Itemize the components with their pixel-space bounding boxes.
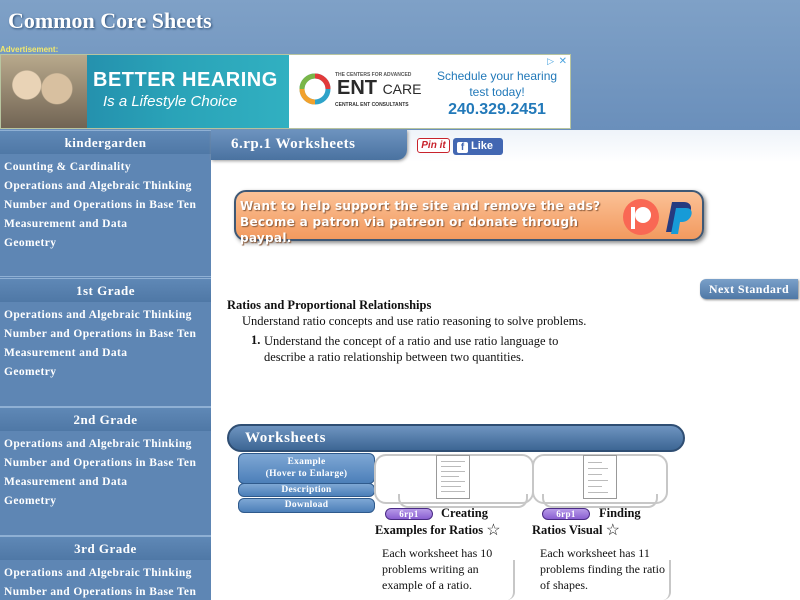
sidebar-item[interactable]: Measurement and Data — [4, 476, 128, 488]
sidebar-divider — [0, 276, 211, 277]
ad-couple-photo[interactable] — [1, 55, 87, 129]
support-text — [240, 198, 620, 246]
sidebar-item[interactable]: Measurement and Data — [4, 347, 128, 359]
thumbnail-line — [588, 486, 602, 487]
worksheet-title-part2[interactable]: Ratios Visual — [532, 523, 603, 537]
sidebar-item[interactable]: Measurement and Data — [4, 218, 128, 230]
ad-brand-small[interactable]: THE CENTERS FOR ADVANCED — [335, 72, 412, 78]
sidebar-heading-kindergarden[interactable]: kindergarden — [0, 130, 211, 154]
sidebar-list-1st-grade — [0, 306, 211, 382]
ad-headline[interactable]: BETTER HEARING — [93, 69, 278, 91]
sidebar-item[interactable]: Counting & Cardinality — [4, 161, 132, 173]
thumbnail-line — [588, 474, 602, 475]
sidebar-item[interactable]: Operations and Algebraic Thinking — [4, 309, 192, 321]
ad-cta[interactable]: Schedule your hearing test today! — [436, 69, 558, 99]
sidebar-item[interactable]: Geometry — [4, 366, 57, 378]
standard-code-badge[interactable]: 6rp1 — [385, 508, 433, 520]
worksheet-thumbnail[interactable] — [436, 455, 470, 499]
worksheet-thumbnail[interactable] — [583, 455, 617, 499]
close-icon[interactable]: ✕ — [558, 56, 567, 67]
worksheet-title[interactable] — [532, 522, 620, 539]
page-title: 6.rp.1 Worksheets — [211, 130, 407, 160]
thumbnail-line — [588, 462, 602, 463]
favorite-star-icon[interactable]: ☆ — [605, 522, 620, 539]
standard-item-text: Understand the concept of a ratio and use ratio language to describe a ratio relationship between two quantities. — [264, 334, 559, 364]
sidebar-item[interactable]: Number and Operations in Base Ten — [4, 328, 197, 340]
sidebar-list-2nd-grade — [0, 435, 211, 511]
worksheets-heading: Worksheets — [227, 424, 685, 452]
thumbnail-line — [441, 466, 461, 467]
worksheet-description: Each worksheet has 11 problems finding the ratio of shapes. — [540, 546, 665, 592]
sidebar-item[interactable]: Geometry — [4, 495, 57, 507]
advertisement-label: Advertisement: — [0, 45, 59, 54]
sidebar-heading-2nd-grade[interactable]: 2nd Grade — [0, 407, 211, 431]
thumbnail-line — [441, 471, 465, 472]
site-header — [0, 0, 800, 130]
sidebar-item[interactable]: Number and Operations in Base Ten — [4, 586, 197, 598]
facebook-like-button[interactable] — [453, 138, 503, 155]
worksheet-title[interactable] — [375, 522, 501, 539]
sidebar-list-kindergarden — [0, 158, 211, 253]
standard-code-badge[interactable]: 6rp1 — [542, 508, 590, 520]
sidebar-item[interactable]: Operations and Algebraic Thinking — [4, 438, 192, 450]
thumbnail-line — [441, 476, 459, 477]
thumbnail-line — [588, 468, 608, 469]
thumbnail-line — [441, 491, 465, 492]
example-hover-label[interactable] — [238, 453, 375, 484]
pinterest-pin-button[interactable]: Pin it — [417, 138, 450, 153]
support-text-line2: Become a patron via patreon or donate through paypal. — [240, 215, 579, 245]
favorite-star-icon[interactable]: ☆ — [486, 522, 501, 539]
sidebar-list-3rd-grade — [0, 564, 211, 600]
support-banner[interactable] — [234, 190, 704, 245]
ad-tagline[interactable]: Is a Lifestyle Choice — [103, 93, 238, 110]
sidebar-item[interactable]: Number and Operations in Base Ten — [4, 457, 197, 469]
next-standard-button[interactable]: Next Standard — [700, 279, 798, 299]
ad-brand-ent[interactable]: ENT — [337, 77, 377, 99]
ad-choices-icon[interactable]: ▷ — [547, 57, 554, 67]
ad-brand-sub[interactable]: CENTRAL ENT CONSULTANTS — [335, 102, 409, 108]
sidebar-item[interactable]: Number and Operations in Base Ten — [4, 199, 197, 211]
example-label: Example — [287, 457, 326, 467]
thumbnail-line — [588, 492, 608, 493]
standard-domain-title: Ratios and Proportional Relationships — [227, 298, 432, 312]
worksheet-description: Each worksheet has 10 problems writing an example of a ratio. — [382, 546, 493, 592]
sidebar-item[interactable]: Operations and Algebraic Thinking — [4, 180, 192, 192]
support-text-line1: Want to help support the site and remove the ads? — [240, 199, 601, 213]
paypal-icon[interactable] — [660, 198, 696, 236]
worksheet-title-part1[interactable]: Creating — [441, 506, 488, 520]
patreon-icon[interactable] — [622, 198, 660, 236]
standard-item-number: 1. — [251, 333, 261, 347]
sidebar-item[interactable]: Operations and Algebraic Thinking — [4, 567, 192, 579]
worksheet-title-part2[interactable]: Examples for Ratios — [375, 523, 484, 537]
hover-to-enlarge-label: (Hover to Enlarge) — [265, 469, 348, 479]
thumbnail-line — [441, 481, 465, 482]
ent-logo-icon[interactable] — [297, 71, 333, 107]
sidebar-heading-3rd-grade[interactable]: 3rd Grade — [0, 536, 211, 560]
sidebar-item[interactable]: Geometry — [4, 237, 57, 249]
standard-cluster: Understand ratio concepts and use ratio reasoning to solve problems. — [242, 314, 587, 328]
download-button[interactable]: Download — [238, 498, 375, 513]
like-label: Like — [471, 140, 494, 152]
site-title[interactable]: Common Core Sheets — [8, 8, 212, 33]
ad-left-panel[interactable] — [1, 55, 289, 129]
sidebar — [0, 130, 211, 600]
thumbnail-line — [588, 480, 608, 481]
sidebar-heading-1st-grade[interactable]: 1st Grade — [0, 278, 211, 302]
description-button[interactable]: Description — [238, 483, 375, 497]
facebook-icon: f — [457, 142, 468, 153]
ad-phone[interactable]: 240.329.2451 — [448, 101, 546, 118]
thumbnail-line — [441, 461, 465, 462]
ad-brand-main[interactable] — [337, 77, 421, 100]
worksheet-title-part1[interactable]: Finding — [599, 506, 641, 520]
ad-brand-care[interactable]: CARE — [382, 81, 422, 97]
thumbnail-line — [441, 486, 461, 487]
ad-banner[interactable] — [0, 54, 571, 129]
